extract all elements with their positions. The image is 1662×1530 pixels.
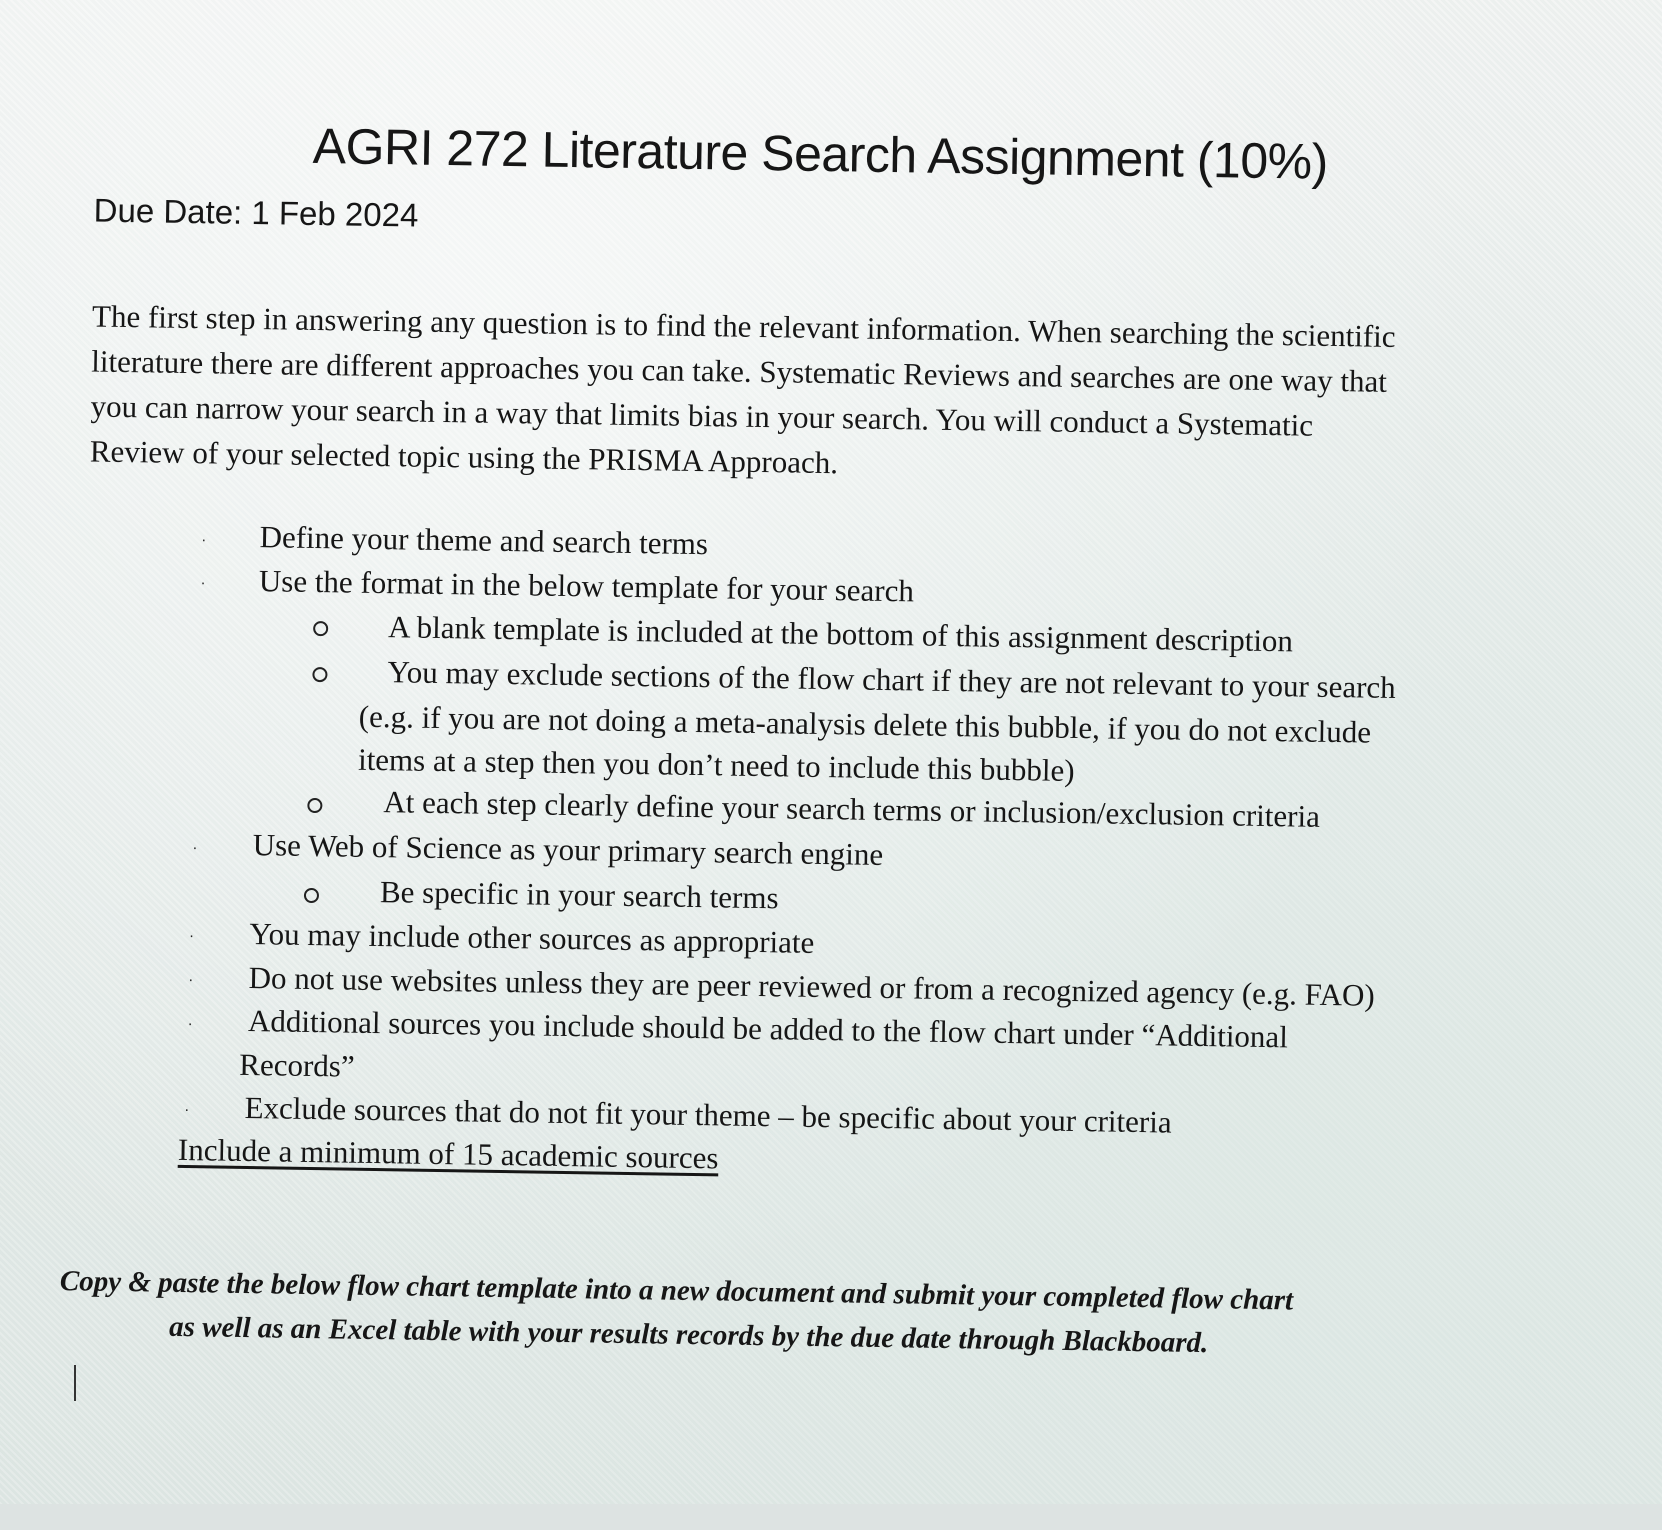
list-item-use-format: Use the format in the below template for your search (258, 563, 915, 609)
sub-item-exclude-sections-cont: items at a step then you don’t need to include this bubble) (357, 741, 1075, 788)
bullet-dot-icon: · (192, 841, 198, 858)
intro-paragraph (90, 293, 1553, 496)
intro-line: The first step in answering any question is to find the relevant information. When searching the scientific (91, 298, 1396, 354)
sub-bullet-circle-icon (307, 798, 322, 813)
document-title: AGRI 272 Literature Search Assignment (10%) (312, 117, 1329, 190)
sub-bullet-circle-icon (313, 621, 328, 636)
intro-line: you can narrow your search in a way that limits bias in your search. You will conduct a Systematic (90, 388, 1314, 443)
text-cursor-icon (74, 1365, 76, 1401)
due-date: Due Date: 1 Feb 2024 (93, 191, 419, 234)
list-item-additional-sources-cont: Records” (239, 1046, 355, 1084)
intro-line: literature there are different approaches you can take. Systematic Reviews and searches are one way that (91, 343, 1388, 399)
list-item-other-sources: You may include other sources as appropriate (249, 916, 815, 960)
list-item-exclude-sources: Exclude sources that do not fit your theme – be specific about your criteria (244, 1089, 1172, 1140)
bullet-dot-icon: · (187, 1017, 193, 1034)
sub-bullet-circle-icon (312, 667, 327, 682)
sub-item-exclude-sections-cont: (e.g. if you are not doing a meta-analysis delete this bubble, if you do not exclude (358, 698, 1372, 750)
list-item-define-theme: Define your theme and search terms (259, 519, 709, 562)
submission-instructions (59, 1259, 1540, 1370)
bullet-dot-icon: · (201, 533, 207, 550)
intro-line: Review of your selected topic using the PRISMA Approach. (89, 433, 839, 481)
bullet-dot-icon: · (188, 973, 194, 990)
list-item-additional-sources: Additional sources you include should be added to the flow chart under “Additional (247, 1003, 1289, 1055)
sub-bullet-circle-icon (304, 888, 319, 903)
bullet-dot-icon: · (184, 1103, 190, 1120)
sub-item-be-specific: Be specific in your search terms (379, 874, 779, 916)
minimum-sources-note: Include a minimum of 15 academic sources (177, 1131, 719, 1176)
list-item-no-websites: Do not use websites unless they are peer reviewed or from a recognized agency (e.g. FAO) (248, 960, 1376, 1013)
closing-line: as well as an Excel table with your results records by the due date through Blackboard. (168, 1310, 1209, 1360)
bullet-dot-icon: · (200, 576, 206, 593)
bullet-dot-icon: · (189, 929, 194, 946)
sub-item-exclude-sections: You may exclude sections of the flow chart if they are not relevant to your search (387, 654, 1396, 706)
list-item-web-of-science: Use Web of Science as your primary search engine (252, 827, 884, 872)
sub-item-define-criteria: At each step clearly define your search terms or inclusion/exclusion criteria (383, 784, 1321, 834)
sub-item-blank-template: A blank template is included at the bottom of this assignment description (387, 609, 1294, 659)
closing-line: Copy & paste the below flow chart template into a new document and submit your completed flow chart (59, 1265, 1294, 1317)
